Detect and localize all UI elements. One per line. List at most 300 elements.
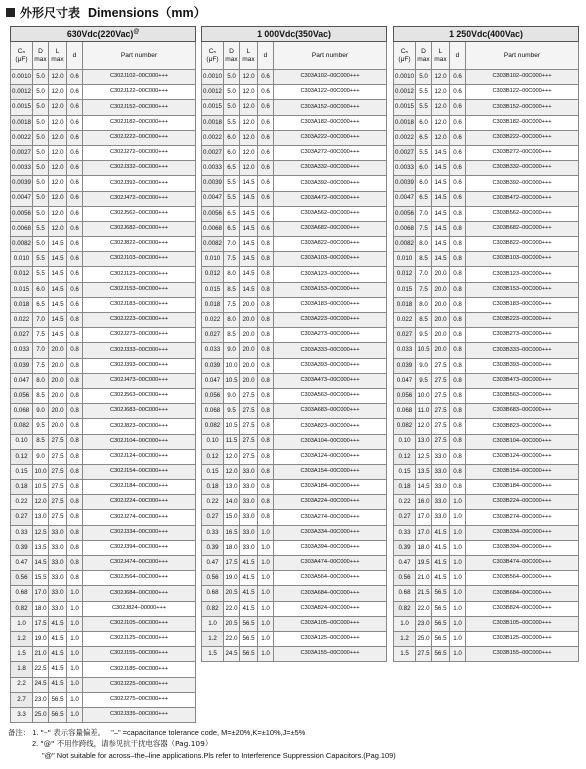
cell-d-max: 6.0: [416, 115, 432, 130]
header-lead-diameter-label: d: [72, 51, 77, 59]
cell-d-max: 7.0: [224, 237, 240, 252]
cell-lead-diameter: 0.8: [258, 434, 274, 449]
cell-lead-diameter: 0.6: [450, 161, 466, 176]
header-part-number-label: Part number: [120, 51, 158, 59]
cell-capacitance: 0.018: [202, 297, 224, 312]
cell-capacitance: 1.5: [202, 647, 224, 662]
cell-part-number: C302J103–00C000+++: [83, 252, 196, 267]
cell-lead-diameter: 1.0: [258, 525, 274, 540]
cell-lead-diameter: 0.8: [450, 419, 466, 434]
cell-part-number: C303B683–00C000+++: [466, 404, 579, 419]
cell-lead-diameter: 0.6: [67, 191, 83, 206]
cell-l-max: 12.0: [49, 70, 67, 85]
cell-part-number: C302J183–00C000+++: [83, 297, 196, 312]
cell-l-max: 12.0: [240, 130, 258, 145]
cell-d-max: 23.0: [416, 616, 432, 631]
table-row: [202, 525, 387, 540]
table-row: [11, 252, 196, 267]
cell-l-max: 33.0: [49, 586, 67, 601]
table-row: [11, 586, 196, 601]
cell-capacitance: 0.18: [394, 480, 416, 495]
cell-capacitance: 1.8: [11, 662, 33, 677]
cell-lead-diameter: 0.8: [258, 419, 274, 434]
cell-capacitance: 0.012: [202, 267, 224, 282]
cell-lead-diameter: 0.6: [67, 282, 83, 297]
cell-lead-diameter: 1.0: [450, 525, 466, 540]
cell-d-max: 10.5: [224, 419, 240, 434]
voltage-header-row: [394, 27, 579, 42]
cell-capacitance: 0.027: [11, 328, 33, 343]
cell-l-max: 12.0: [432, 85, 450, 100]
cell-d-max: 5.5: [33, 267, 49, 282]
cell-part-number: C303A102–00C000+++: [274, 70, 387, 85]
table-row: [11, 221, 196, 236]
cell-l-max: 14.5: [240, 176, 258, 191]
cell-capacitance: 3.3: [11, 707, 33, 722]
cell-lead-diameter: 0.8: [450, 313, 466, 328]
cell-part-number: C303A182–00C000+++: [274, 115, 387, 130]
cell-lead-diameter: 0.6: [450, 85, 466, 100]
voltage-header: [394, 27, 579, 42]
cell-capacitance: 0.0068: [11, 221, 33, 236]
cell-part-number: C303A332–00C000+++: [274, 161, 387, 176]
table-row: [394, 464, 579, 479]
cell-capacitance: 0.068: [11, 404, 33, 419]
cell-part-number: C303A334–00C000+++: [274, 525, 387, 540]
header-capacitance-label: Cₙ (μF): [398, 47, 411, 63]
cell-d-max: 5.0: [33, 130, 49, 145]
cell-part-number: C303A222–00C000+++: [274, 130, 387, 145]
header-d-max: [224, 42, 240, 70]
table-row: [202, 70, 387, 85]
voltage-header: [11, 27, 196, 42]
cell-capacitance: 0.015: [202, 282, 224, 297]
cell-capacitance: 0.15: [11, 464, 33, 479]
cell-lead-diameter: 1.0: [450, 616, 466, 631]
cell-capacitance: 0.0015: [11, 100, 33, 115]
cell-part-number: C303A474–00C000+++: [274, 556, 387, 571]
cell-lead-diameter: 1.0: [67, 692, 83, 707]
cell-lead-diameter: 1.0: [258, 540, 274, 555]
cell-capacitance: 2.2: [11, 677, 33, 692]
cell-l-max: 27.5: [49, 510, 67, 525]
cell-capacitance: 0.0033: [394, 161, 416, 176]
table-row: [11, 388, 196, 403]
cell-part-number: C303A684–00C000+++: [274, 586, 387, 601]
cell-part-number: C303B123–00C000+++: [466, 267, 579, 282]
cell-l-max: 20.0: [49, 404, 67, 419]
cell-capacitance: 1.5: [11, 647, 33, 662]
cell-lead-diameter: 0.8: [450, 434, 466, 449]
voltage-header: [202, 27, 387, 42]
cell-l-max: 14.5: [49, 252, 67, 267]
table-row: [202, 297, 387, 312]
table-row: [202, 282, 387, 297]
cell-d-max: 8.5: [416, 313, 432, 328]
cell-capacitance: 0.047: [394, 373, 416, 388]
cell-l-max: 33.0: [49, 556, 67, 571]
voltage-footnote-mark: @: [133, 29, 140, 36]
table-row: [11, 115, 196, 130]
cell-capacitance: 0.0015: [394, 100, 416, 115]
cell-capacitance: 0.0082: [394, 237, 416, 252]
table-row: [394, 586, 579, 601]
table-row: [202, 647, 387, 662]
cell-d-max: 7.0: [416, 206, 432, 221]
table-row: [202, 586, 387, 601]
cell-lead-diameter: 0.8: [258, 237, 274, 252]
cell-part-number: C303A682–00C000+++: [274, 221, 387, 236]
cell-lead-diameter: 1.0: [258, 571, 274, 586]
cell-d-max: 10.0: [224, 358, 240, 373]
cell-d-max: 9.0: [224, 343, 240, 358]
cell-l-max: 14.5: [240, 252, 258, 267]
header-l-max: [240, 42, 258, 70]
cell-part-number: C303A124–00C000+++: [274, 449, 387, 464]
cell-l-max: 33.0: [49, 525, 67, 540]
cell-lead-diameter: 0.6: [258, 206, 274, 221]
cell-part-number: C303B823–00C000+++: [466, 419, 579, 434]
cell-part-number: C303A123–00C000+++: [274, 267, 387, 282]
cell-capacitance: 0.0015: [202, 100, 224, 115]
note-1-cn: "–" 表示容量偏差。: [40, 728, 106, 737]
cell-lead-diameter: 0.8: [450, 221, 466, 236]
cell-part-number: C303B393–00C000+++: [466, 358, 579, 373]
table-row: [11, 647, 196, 662]
cell-lead-diameter: 0.8: [258, 313, 274, 328]
cell-part-number: C303B392–00C000+++: [466, 176, 579, 191]
header-d-max: [33, 42, 49, 70]
table-row: [202, 449, 387, 464]
cell-part-number: C302J223–00C000+++: [83, 313, 196, 328]
cell-l-max: 56.5: [432, 631, 450, 646]
cell-lead-diameter: 1.0: [67, 662, 83, 677]
cell-l-max: 41.5: [432, 525, 450, 540]
cell-d-max: 12.5: [416, 449, 432, 464]
cell-part-number: C303A562–00C000+++: [274, 206, 387, 221]
cell-part-number: C303B103–00C000+++: [466, 252, 579, 267]
cell-lead-diameter: 0.6: [450, 115, 466, 130]
cell-d-max: 12.0: [416, 419, 432, 434]
table-row: [11, 343, 196, 358]
cell-d-max: 15.5: [33, 571, 49, 586]
cell-capacitance: 0.0056: [394, 206, 416, 221]
cell-l-max: 27.5: [49, 495, 67, 510]
table-row: [11, 707, 196, 722]
cell-lead-diameter: 0.8: [450, 449, 466, 464]
table-row: [202, 510, 387, 525]
note-2: [8, 738, 396, 749]
cell-capacitance: 0.056: [11, 388, 33, 403]
cell-d-max: 9.0: [33, 404, 49, 419]
cell-d-max: 8.0: [224, 313, 240, 328]
cell-l-max: 41.5: [240, 586, 258, 601]
cell-l-max: 33.0: [432, 495, 450, 510]
table-row: [394, 358, 579, 373]
cell-d-max: 8.5: [224, 282, 240, 297]
cell-capacitance: 0.10: [394, 434, 416, 449]
cell-part-number: C302J222–00C000+++: [83, 130, 196, 145]
cell-l-max: 20.0: [432, 297, 450, 312]
cell-d-max: 17.5: [224, 556, 240, 571]
cell-d-max: 13.0: [224, 480, 240, 495]
table-row: [394, 267, 579, 282]
cell-capacitance: 0.0012: [394, 85, 416, 100]
table-row: [394, 616, 579, 631]
cell-lead-diameter: 1.0: [258, 601, 274, 616]
cell-capacitance: 0.22: [11, 495, 33, 510]
cell-d-max: 6.0: [416, 176, 432, 191]
cell-capacitance: 0.0068: [394, 221, 416, 236]
cell-l-max: 14.5: [432, 221, 450, 236]
cell-lead-diameter: 0.8: [450, 388, 466, 403]
cell-lead-diameter: 0.6: [258, 130, 274, 145]
cell-lead-diameter: 0.8: [67, 434, 83, 449]
cell-part-number: C303A104–00C000+++: [274, 434, 387, 449]
cell-lead-diameter: 0.8: [67, 328, 83, 343]
cell-capacitance: 0.68: [202, 586, 224, 601]
header-part-number-label: Part number: [311, 51, 349, 59]
cell-capacitance: 0.0082: [11, 237, 33, 252]
cell-capacitance: 0.47: [394, 556, 416, 571]
table-row: [202, 221, 387, 236]
cell-l-max: 56.5: [240, 647, 258, 662]
cell-l-max: 41.5: [49, 677, 67, 692]
cell-l-max: 12.0: [49, 176, 67, 191]
cell-d-max: 9.5: [33, 419, 49, 434]
square-bullet-icon: [6, 8, 15, 17]
table-row: [394, 176, 579, 191]
header-l-max: [432, 42, 450, 70]
table-row: [11, 540, 196, 555]
cell-lead-diameter: 0.6: [67, 100, 83, 115]
cell-d-max: 11.0: [416, 404, 432, 419]
cell-part-number: C303B222–00C000+++: [466, 130, 579, 145]
cell-l-max: 56.5: [240, 616, 258, 631]
cell-lead-diameter: 0.8: [258, 297, 274, 312]
cell-part-number: C302J184–00C000+++: [83, 480, 196, 495]
header-lead-diameter: [258, 42, 274, 70]
cell-lead-diameter: 0.6: [258, 191, 274, 206]
cell-capacitance: 0.0039: [394, 176, 416, 191]
cell-part-number: C303B184–00C000+++: [466, 480, 579, 495]
cell-part-number: C302J392–00C000+++: [83, 176, 196, 191]
cell-d-max: 17.5: [33, 616, 49, 631]
cell-capacitance: 0.0027: [11, 145, 33, 160]
cell-lead-diameter: 1.0: [450, 647, 466, 662]
cell-capacitance: 0.33: [11, 525, 33, 540]
table-row: [11, 677, 196, 692]
table-row: [202, 571, 387, 586]
cell-d-max: 8.5: [33, 388, 49, 403]
cell-lead-diameter: 0.8: [450, 358, 466, 373]
cell-part-number: C303A105–00C000+++: [274, 616, 387, 631]
cell-lead-diameter: 0.6: [67, 221, 83, 236]
cell-lead-diameter: 0.8: [450, 282, 466, 297]
cell-d-max: 5.5: [416, 100, 432, 115]
cell-part-number: C303B563–00C000+++: [466, 388, 579, 403]
page-header: [6, 3, 206, 21]
note-2-number: 2.: [32, 739, 39, 749]
table-row: [11, 145, 196, 160]
cell-capacitance: 1.0: [394, 616, 416, 631]
table-row: [11, 495, 196, 510]
cell-capacitance: 0.33: [394, 525, 416, 540]
cell-lead-diameter: 0.8: [258, 510, 274, 525]
table-row: [11, 267, 196, 282]
table-row: [11, 161, 196, 176]
cell-part-number: C303A272–00C000+++: [274, 145, 387, 160]
cell-l-max: 14.5: [240, 267, 258, 282]
cell-d-max: 14.0: [224, 495, 240, 510]
cell-lead-diameter: 0.8: [450, 373, 466, 388]
cell-d-max: 8.5: [416, 252, 432, 267]
header-l-max-label: L max: [434, 47, 447, 63]
cell-lead-diameter: 0.8: [67, 480, 83, 495]
cell-lead-diameter: 0.8: [258, 404, 274, 419]
cell-lead-diameter: 0.8: [450, 237, 466, 252]
cell-capacitance: 0.68: [11, 586, 33, 601]
cell-part-number: C302J335–00C000+++: [83, 707, 196, 722]
cell-part-number: C303B474–00C000+++: [466, 556, 579, 571]
cell-l-max: 56.5: [432, 586, 450, 601]
table-row: [202, 419, 387, 434]
header-capacitance: [11, 42, 33, 70]
table-row: [394, 282, 579, 297]
cell-lead-diameter: 1.0: [67, 631, 83, 646]
cell-d-max: 12.0: [224, 464, 240, 479]
cell-part-number: C303A122–00C000+++: [274, 85, 387, 100]
header-d-max-label: D max: [225, 47, 238, 63]
cell-d-max: 13.5: [33, 540, 49, 555]
header-lead-diameter-label: d: [455, 51, 460, 59]
table-row: [202, 206, 387, 221]
cell-capacitance: 0.18: [11, 480, 33, 495]
table-row: [11, 525, 196, 540]
cell-lead-diameter: 0.6: [67, 176, 83, 191]
cell-d-max: 18.0: [416, 540, 432, 555]
cell-part-number: C302J394–00C000+++: [83, 540, 196, 555]
cell-part-number: C302J823–00C000+++: [83, 419, 196, 434]
cell-d-max: 5.0: [416, 70, 432, 85]
cell-d-max: 7.0: [33, 313, 49, 328]
table-row: [202, 404, 387, 419]
cell-lead-diameter: 0.8: [67, 556, 83, 571]
cell-l-max: 12.0: [49, 130, 67, 145]
cell-part-number: C303B122–00C000+++: [466, 85, 579, 100]
cell-lead-diameter: 0.8: [67, 343, 83, 358]
cell-l-max: 12.0: [49, 161, 67, 176]
cell-l-max: 41.5: [240, 571, 258, 586]
cell-capacitance: 0.0039: [202, 176, 224, 191]
cell-capacitance: 0.039: [202, 358, 224, 373]
cell-capacitance: 0.0027: [394, 145, 416, 160]
cell-part-number: C303A392–00C000+++: [274, 176, 387, 191]
header-capacitance: [394, 42, 416, 70]
cell-d-max: 23.0: [33, 692, 49, 707]
cell-l-max: 12.0: [240, 100, 258, 115]
header-d-max-label: D max: [417, 47, 430, 63]
cell-lead-diameter: 0.6: [67, 70, 83, 85]
cell-lead-diameter: 0.6: [258, 176, 274, 191]
cell-d-max: 24.5: [224, 647, 240, 662]
table-row: [202, 85, 387, 100]
dimensions-table-630v: [10, 26, 196, 723]
cell-part-number: C303B104–00C000+++: [466, 434, 579, 449]
cell-d-max: 6.0: [416, 161, 432, 176]
cell-lead-diameter: 1.0: [67, 601, 83, 616]
table-row: [11, 449, 196, 464]
table-row: [394, 343, 579, 358]
cell-d-max: 10.0: [33, 464, 49, 479]
cell-d-max: 5.5: [416, 145, 432, 160]
table-row: [202, 343, 387, 358]
table-row: [394, 297, 579, 312]
cell-l-max: 27.5: [49, 434, 67, 449]
cell-d-max: 6.0: [33, 282, 49, 297]
cell-lead-diameter: 0.8: [258, 252, 274, 267]
cell-d-max: 6.5: [33, 297, 49, 312]
cell-d-max: 8.5: [33, 434, 49, 449]
cell-l-max: 41.5: [49, 662, 67, 677]
table-row: [202, 252, 387, 267]
cell-l-max: 56.5: [49, 707, 67, 722]
cell-part-number: C302J824–00000+++: [83, 601, 196, 616]
cell-l-max: 14.5: [240, 221, 258, 236]
cell-part-number: C302J822–00C000+++: [83, 237, 196, 252]
cell-l-max: 56.5: [49, 692, 67, 707]
cell-l-max: 14.5: [432, 145, 450, 160]
column-header-row: [11, 42, 196, 70]
table-row: [394, 525, 579, 540]
cell-lead-diameter: 0.8: [67, 419, 83, 434]
cell-capacitance: 1.2: [394, 631, 416, 646]
cell-capacitance: 0.47: [202, 556, 224, 571]
cell-part-number: C302J684–00C000+++: [83, 586, 196, 601]
cell-capacitance: 0.27: [11, 510, 33, 525]
cell-lead-diameter: 1.0: [450, 571, 466, 586]
cell-capacitance: 0.033: [11, 343, 33, 358]
cell-lead-diameter: 0.8: [67, 510, 83, 525]
cell-lead-diameter: 0.8: [258, 464, 274, 479]
table-row: [202, 161, 387, 176]
cell-l-max: 33.0: [432, 449, 450, 464]
cell-l-max: 14.5: [49, 267, 67, 282]
cell-part-number: C303A183–00C000+++: [274, 297, 387, 312]
cell-capacitance: 0.010: [11, 252, 33, 267]
cell-d-max: 5.5: [33, 221, 49, 236]
cell-part-number: C303B152–00C000+++: [466, 100, 579, 115]
cell-part-number: C302J334–00C000+++: [83, 525, 196, 540]
cell-l-max: 56.5: [432, 601, 450, 616]
header-part-number: [466, 42, 579, 70]
cell-l-max: 12.0: [240, 70, 258, 85]
cell-l-max: 14.5: [432, 191, 450, 206]
cell-d-max: 8.0: [416, 297, 432, 312]
table-row: [394, 373, 579, 388]
cell-l-max: 27.5: [240, 404, 258, 419]
cell-d-max: 22.0: [224, 631, 240, 646]
cell-capacitance: 0.0047: [202, 191, 224, 206]
cell-l-max: 33.0: [240, 540, 258, 555]
cell-l-max: 33.0: [432, 510, 450, 525]
cell-capacitance: 0.12: [11, 449, 33, 464]
cell-lead-diameter: 0.6: [258, 85, 274, 100]
cell-capacitance: 0.0027: [202, 145, 224, 160]
table-row: [11, 130, 196, 145]
cell-l-max: 12.0: [240, 85, 258, 100]
cell-capacitance: 0.022: [202, 313, 224, 328]
